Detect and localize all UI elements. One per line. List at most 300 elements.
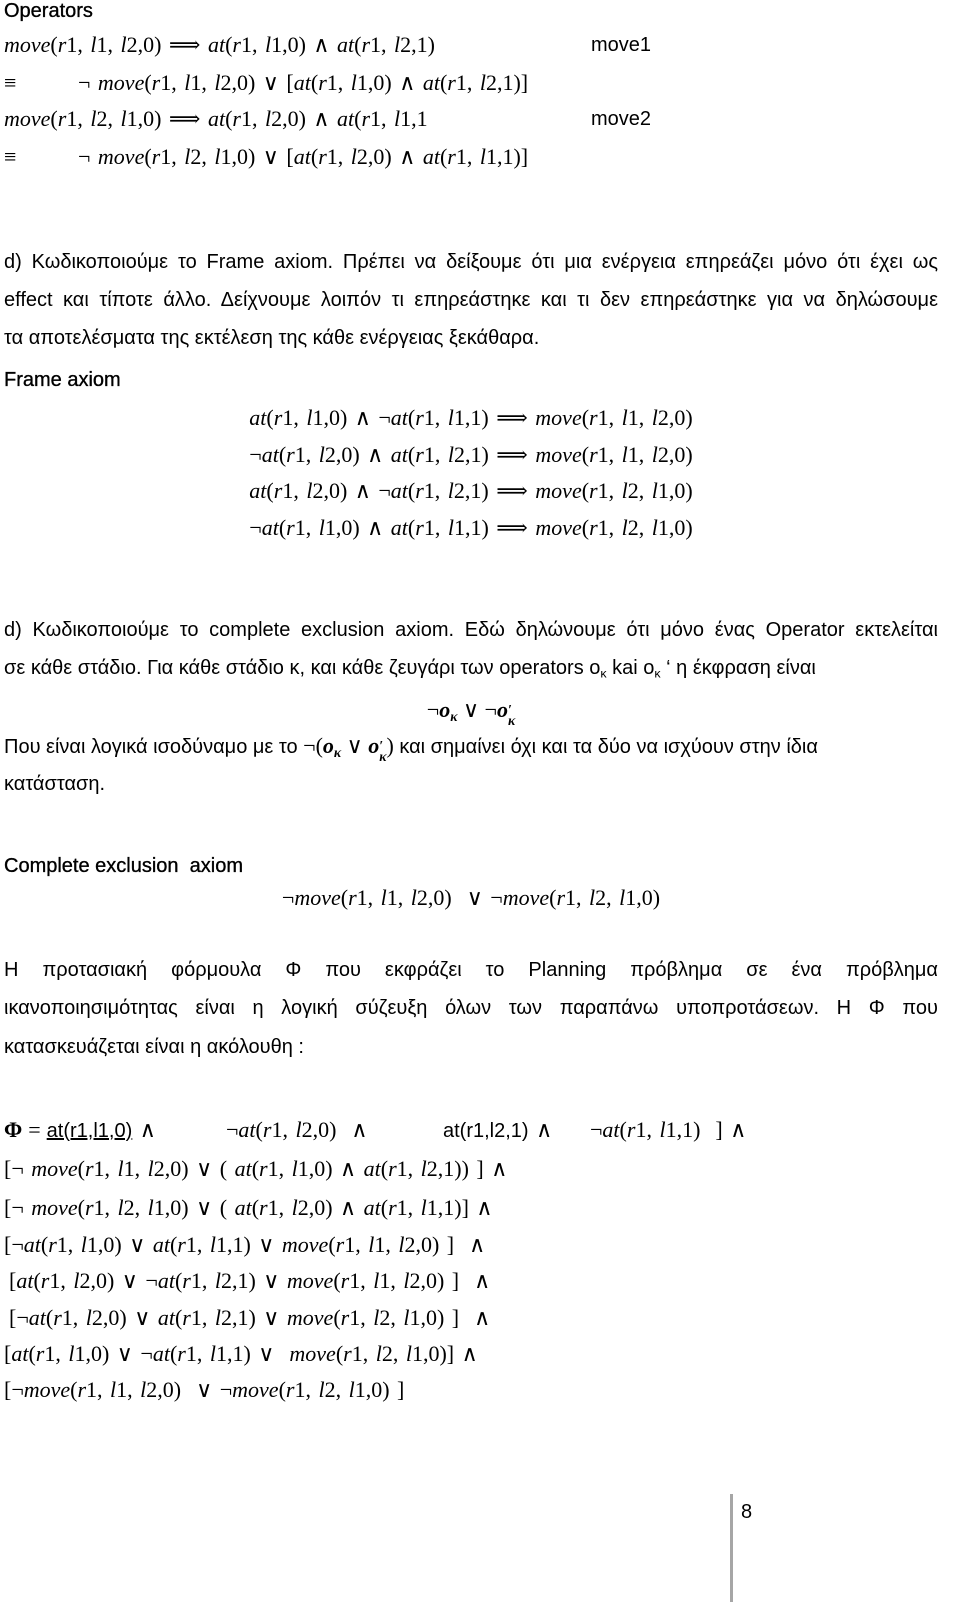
complete-exclusion-formula xyxy=(4,883,938,913)
math-symbols: ( xyxy=(310,70,319,95)
math-symbols: ( xyxy=(333,1268,341,1293)
math-identifier: r xyxy=(57,32,67,57)
prime-mark: ′ xyxy=(507,701,512,717)
math-identifier: at xyxy=(261,515,279,540)
math-identifier: r xyxy=(318,144,327,169)
math-identifier: l xyxy=(214,1305,221,1330)
math-symbols: 2, xyxy=(627,515,652,540)
math-symbols: 1, xyxy=(240,106,265,131)
math-symbols: 2,0) ∨ ( xyxy=(153,1156,235,1181)
math-symbols: 1, xyxy=(455,70,480,95)
math-symbols: 1, xyxy=(455,144,480,169)
math-symbols: 1,0) ∧ xyxy=(324,515,391,540)
math-identifier: r xyxy=(84,1156,94,1181)
or-symbol: ∨ xyxy=(341,733,369,758)
phi-clause-4 xyxy=(9,1266,490,1296)
math-identifier: r xyxy=(589,442,598,467)
math-symbols: ( xyxy=(581,405,590,430)
frame-axiom-formula-2 xyxy=(4,440,938,470)
math-symbols: 1, xyxy=(185,1341,210,1366)
math-identifier: l xyxy=(479,144,486,169)
math-symbols: 1, xyxy=(423,405,448,430)
math-identifier: move xyxy=(31,1156,78,1181)
frame-axiom-formula-1 xyxy=(4,403,938,433)
math-symbols: 1, xyxy=(423,442,448,467)
math-symbols: 2,1) ⟹ xyxy=(453,478,536,503)
math-symbols: 1,0) ∧ ¬ xyxy=(312,405,391,430)
math-symbols: ( xyxy=(50,106,58,131)
math-identifier: at xyxy=(422,70,440,95)
math-symbols: 2,0) ∨ ¬ xyxy=(416,885,503,910)
math-symbols: ( xyxy=(439,144,448,169)
math-identifier: at xyxy=(234,1156,252,1181)
exclusion-intro-text-a: σε κάθε στάδιο. Για κάθε στάδιο κ, και κάθε ζευγάρι των operators o xyxy=(4,657,601,679)
math-identifier: at xyxy=(152,1232,170,1257)
math-symbols: 2, xyxy=(381,1341,406,1366)
math-identifier: l xyxy=(295,1117,302,1142)
math-identifier: at xyxy=(23,1232,41,1257)
math-symbols: 1,0) xyxy=(625,885,661,910)
math-symbols: 1, xyxy=(44,1341,69,1366)
math-symbols: 1, xyxy=(190,1305,215,1330)
math-symbols: [¬ xyxy=(4,1156,32,1181)
math-identifier: move xyxy=(535,515,582,540)
math-identifier: l xyxy=(306,478,313,503)
frame-axiom-formula-4 xyxy=(4,513,938,543)
math-identifier: l xyxy=(621,478,628,503)
math-identifier: l xyxy=(398,1232,405,1257)
math-identifier: l xyxy=(447,478,454,503)
math-identifier: r xyxy=(48,1232,57,1257)
math-symbols: ( xyxy=(174,1305,183,1330)
math-symbols: ( xyxy=(581,515,590,540)
math-identifier: at xyxy=(11,1341,29,1366)
math-identifier: l xyxy=(651,515,658,540)
math-symbols: ¬ xyxy=(78,144,98,169)
math-identifier: l xyxy=(318,1377,325,1402)
math-symbols: [¬ xyxy=(4,1195,32,1220)
math-identifier: l xyxy=(147,1195,154,1220)
math-symbols: 1,1 xyxy=(400,106,428,131)
math-symbols: 1,0) ⟹ xyxy=(126,106,208,131)
math-identifier: l xyxy=(659,1117,666,1142)
math-symbols: 2,0) ∧ xyxy=(356,144,423,169)
move2-equiv-formula xyxy=(78,142,528,172)
math-symbols: 1, xyxy=(93,1195,118,1220)
move1-equiv-symbol xyxy=(4,68,16,98)
equivalence-text-before: Που είναι λογικά ισοδύναμο με το xyxy=(4,736,304,758)
math-identifier: l xyxy=(110,1377,117,1402)
math-identifier: l xyxy=(373,1268,380,1293)
math-symbols: ( xyxy=(169,1232,178,1257)
math-identifier: l xyxy=(209,1232,216,1257)
math-symbols: 2,0) ∧ xyxy=(301,1117,368,1142)
exclusion-intro-line-2 xyxy=(4,653,816,683)
operator-o: o xyxy=(322,733,334,758)
math-identifier: r xyxy=(589,405,598,430)
math-symbols: 2,1)] xyxy=(485,70,529,95)
phi-term-3: at(r1,l2,1) xyxy=(443,1120,529,1142)
math-identifier: at xyxy=(207,106,226,131)
math-identifier: r xyxy=(259,1195,268,1220)
math-symbols: ( xyxy=(278,1377,286,1402)
math-identifier: l xyxy=(621,442,628,467)
math-identifier: r xyxy=(273,478,283,503)
frame-intro-line-2: effect και τίποτε άλλο. Δείχνουμε λοιπόν τι επηρεάστηκε και τι δεν επηρεάστηκε για να δηλώσουμε xyxy=(4,289,938,311)
math-symbols: [ xyxy=(9,1268,17,1293)
math-symbols: ( xyxy=(333,1305,341,1330)
math-identifier: l xyxy=(394,32,401,57)
math-identifier: at xyxy=(337,106,355,131)
equals-symbol: = xyxy=(28,1117,41,1142)
math-identifier: r xyxy=(286,442,295,467)
math-symbols: 1, xyxy=(240,32,265,57)
close-paren: ) xyxy=(386,733,394,758)
math-identifier: at xyxy=(207,32,226,57)
frame-axiom-heading: Frame axiom xyxy=(4,369,121,391)
phi-intro-line-1: Η προτασιακή φόρμουλα Φ που εκφράζει το Planning πρόβλημα σε ένα πρόβλημα xyxy=(4,959,938,981)
math-identifier: move xyxy=(232,1377,279,1402)
math-symbols: 1, xyxy=(294,442,319,467)
operator-subscript: κ xyxy=(333,745,342,761)
math-identifier: l xyxy=(117,1156,124,1181)
math-symbols: ¬ xyxy=(590,1117,603,1142)
math-symbols: 1, xyxy=(597,478,622,503)
math-symbols: ( xyxy=(169,1341,178,1366)
math-identifier: l xyxy=(589,885,596,910)
math-symbols: 2,0) ∧ xyxy=(271,106,338,131)
math-symbols: 1,0) xyxy=(657,478,693,503)
math-identifier: l xyxy=(184,144,191,169)
math-identifier: r xyxy=(335,1232,345,1257)
math-symbols: 1,1) ∨ xyxy=(215,1232,282,1257)
math-symbols: 2, xyxy=(190,144,215,169)
math-symbols: ( xyxy=(340,885,349,910)
math-identifier: r xyxy=(340,1268,350,1293)
move1-formula xyxy=(4,30,435,60)
math-identifier: r xyxy=(589,478,598,503)
math-identifier: l xyxy=(117,1195,124,1220)
math-symbols: 1, xyxy=(326,144,351,169)
math-identifier: r xyxy=(53,1305,62,1330)
math-symbols: 1, xyxy=(116,1377,141,1402)
math-identifier: l xyxy=(447,442,454,467)
math-identifier: l xyxy=(380,885,387,910)
math-symbols: ( xyxy=(354,106,362,131)
math-symbols: 1, xyxy=(282,478,307,503)
math-identifier: l xyxy=(368,1232,375,1257)
math-symbols: 1, xyxy=(294,515,319,540)
math-symbols: ( xyxy=(45,1305,54,1330)
phi-symbol: Φ xyxy=(4,1117,23,1142)
math-identifier: r xyxy=(348,885,357,910)
math-symbols: ( xyxy=(255,1117,263,1142)
move2-equiv-symbol xyxy=(4,142,16,172)
math-identifier: r xyxy=(361,32,371,57)
math-identifier: move xyxy=(535,405,582,430)
math-symbols: 1, xyxy=(356,885,381,910)
math-symbols: ( xyxy=(335,1341,344,1366)
math-identifier: l xyxy=(420,1156,427,1181)
operator-pair-formula xyxy=(4,695,938,728)
math-symbols: 1,1)] xyxy=(485,144,529,169)
math-identifier: at xyxy=(337,32,355,57)
math-symbols: 1, xyxy=(271,1117,296,1142)
math-symbols: 1, xyxy=(396,1195,421,1220)
math-identifier: l xyxy=(350,70,357,95)
math-symbols: ( xyxy=(40,1232,49,1257)
phi-intro-line-2: ικανοποιησιμότητας είναι η λογική σύζευξη όλων των παραπάνω υποπροτάσεων. Η Φ που xyxy=(4,997,938,1019)
math-symbols: 1, xyxy=(370,32,395,57)
math-identifier: l xyxy=(420,1195,427,1220)
math-symbols: ( xyxy=(581,442,590,467)
math-symbols: ( xyxy=(77,1156,85,1181)
math-symbols: 1, xyxy=(190,70,215,95)
math-symbols: 1, xyxy=(349,1305,374,1330)
operator-o-prime: o xyxy=(368,733,380,758)
math-identifier: l xyxy=(120,106,127,131)
math-symbols: ( xyxy=(328,1232,336,1257)
math-symbols: 2, xyxy=(96,106,121,131)
exclusion-intro-text-b: kai o xyxy=(606,657,655,679)
math-symbols: 1,1) ∨ xyxy=(215,1341,290,1366)
operator-o: o xyxy=(439,697,451,722)
exclusion-intro-text-c: ‘ η έκφραση είναι xyxy=(660,657,816,679)
math-identifier: r xyxy=(415,515,424,540)
math-symbols: ( xyxy=(439,70,448,95)
math-identifier: at xyxy=(390,442,408,467)
math-identifier: l xyxy=(619,885,626,910)
math-symbols: 1, xyxy=(635,1117,660,1142)
math-symbols: 1, xyxy=(49,1268,74,1293)
math-identifier: move xyxy=(31,1195,78,1220)
math-symbols: 1,0) ] xyxy=(354,1377,405,1402)
math-symbols: 1, xyxy=(423,515,448,540)
math-symbols: ( xyxy=(266,405,274,430)
math-symbols: 2,0) ∧ xyxy=(324,442,391,467)
and-symbol xyxy=(529,1117,553,1142)
math-identifier: r xyxy=(318,70,327,95)
math-symbols: 1, xyxy=(160,144,185,169)
math-symbols: 1,0) ] ∧ xyxy=(409,1305,491,1330)
math-identifier: move xyxy=(535,478,582,503)
math-symbols: 2,1)) ] ∧ xyxy=(426,1156,508,1181)
math-identifier: l xyxy=(68,1341,75,1366)
math-symbols: ( xyxy=(144,70,152,95)
math-identifier: l xyxy=(184,70,191,95)
math-identifier: l xyxy=(140,1377,147,1402)
frame-intro-line-1: d) Κωδικοποιούμε το Frame axiom. Πρέπει να δείξουμε ότι μια ενέργεια επηρεάζει μόνο ότι έχει ως xyxy=(4,251,938,273)
math-identifier: r xyxy=(388,1195,397,1220)
math-identifier: at xyxy=(293,144,311,169)
math-identifier: l xyxy=(403,1268,410,1293)
equivalence-text-after: και σημαίνει όχι και τα δύο να ισχύουν στην ίδια xyxy=(393,736,818,758)
phi-term-1: at(r1,l1,0) xyxy=(46,1120,133,1142)
operator-subscript: κ xyxy=(600,666,607,681)
math-symbols: ( xyxy=(619,1117,627,1142)
math-symbols: ( xyxy=(77,1195,85,1220)
math-identifier: l xyxy=(375,1341,382,1366)
move1-equiv-formula xyxy=(78,68,528,98)
math-symbols: 1, xyxy=(565,885,590,910)
math-symbols: ( xyxy=(380,1156,389,1181)
math-symbols: 1, xyxy=(282,405,307,430)
math-identifier: r xyxy=(626,1117,636,1142)
math-symbols: 1,1)] ∧ xyxy=(426,1195,493,1220)
math-identifier: move xyxy=(281,1232,329,1257)
math-symbols: 2,0) xyxy=(657,442,693,467)
math-symbols: 1, xyxy=(423,478,448,503)
phi-term-4 xyxy=(590,1115,746,1145)
math-symbols: [ xyxy=(4,1341,12,1366)
math-symbols: 1, xyxy=(627,405,652,430)
math-symbols: 1,0) xyxy=(657,515,693,540)
phi-clause-1 xyxy=(4,1154,507,1184)
phi-clause-2 xyxy=(4,1193,493,1223)
math-identifier: r xyxy=(84,1195,94,1220)
math-symbols: ( xyxy=(144,144,152,169)
math-identifier: at xyxy=(28,1305,46,1330)
math-symbols: 1, xyxy=(597,405,622,430)
math-symbols: 2,0) ⟹ xyxy=(126,32,208,57)
math-symbols: ¬ xyxy=(249,442,262,467)
math-identifier: at xyxy=(157,1268,175,1293)
math-symbols: ( xyxy=(407,478,416,503)
math-symbols: [¬ xyxy=(4,1232,24,1257)
math-symbols: ¬ xyxy=(78,70,98,95)
phi-formula-segment-1 xyxy=(4,1115,156,1145)
math-identifier: r xyxy=(232,106,241,131)
math-symbols: 1,0) ∧ xyxy=(356,70,423,95)
math-symbols: ( xyxy=(50,32,58,57)
math-symbols: 1, xyxy=(396,1156,421,1181)
math-symbols: 1,0) ∨ ¬ xyxy=(74,1341,153,1366)
math-identifier: l xyxy=(291,1156,298,1181)
math-identifier: l xyxy=(85,1305,92,1330)
math-identifier: l xyxy=(621,515,628,540)
math-symbols: ( xyxy=(549,885,557,910)
math-symbols: 1, xyxy=(370,106,395,131)
math-identifier: l xyxy=(348,1377,355,1402)
math-identifier: r xyxy=(361,106,371,131)
math-identifier: r xyxy=(388,1156,397,1181)
math-symbols: ( xyxy=(251,1195,260,1220)
operator-subscript: κ xyxy=(379,748,387,764)
math-identifier: at xyxy=(422,144,440,169)
complete-exclusion-heading: Complete exclusion axiom xyxy=(4,855,243,877)
math-symbols: 2, xyxy=(123,1195,148,1220)
math-symbols: 1,1) ⟹ xyxy=(453,515,536,540)
math-identifier: move xyxy=(4,32,51,57)
math-symbols: 1, xyxy=(160,70,185,95)
math-identifier: move xyxy=(4,106,51,131)
equivalence-line xyxy=(4,731,818,764)
math-symbols: 1,0) ∨ xyxy=(86,1232,153,1257)
math-symbols: 2,1) xyxy=(400,32,435,57)
operator-subscript: κ xyxy=(507,712,516,728)
math-identifier: r xyxy=(285,1377,295,1402)
math-identifier: move xyxy=(286,1268,334,1293)
math-symbols: 1,0)] ∧ xyxy=(411,1341,478,1366)
math-symbols: 1, xyxy=(267,1156,292,1181)
move2-formula xyxy=(4,104,428,134)
math-symbols: 1, xyxy=(96,32,121,57)
math-symbols: 2,1) ∨ xyxy=(220,1268,287,1293)
math-identifier: r xyxy=(151,144,161,169)
math-identifier: at xyxy=(16,1268,34,1293)
math-identifier: at xyxy=(363,1156,381,1181)
math-symbols: ¬ xyxy=(281,885,295,910)
math-identifier: at xyxy=(363,1195,381,1220)
equivalence-continuation: κατάσταση. xyxy=(4,773,106,795)
math-identifier: r xyxy=(35,1341,45,1366)
math-symbols: ( xyxy=(28,1341,36,1366)
math-identifier: at xyxy=(293,70,311,95)
math-symbols: 1,0) ∧ xyxy=(297,1156,364,1181)
math-symbols: 1,0) ∨ ( xyxy=(153,1195,235,1220)
math-identifier: l xyxy=(403,1305,410,1330)
math-symbols: 2, xyxy=(379,1305,404,1330)
math-symbols: 1, xyxy=(56,1232,81,1257)
math-identifier: at xyxy=(390,515,408,540)
move1-label: move1 xyxy=(591,34,652,56)
math-identifier: move xyxy=(535,442,582,467)
math-symbols: ( xyxy=(225,32,233,57)
phi-formula-segment-3 xyxy=(443,1115,552,1145)
frame-axiom-formula-3 xyxy=(4,476,938,506)
math-identifier: r xyxy=(182,1305,191,1330)
phi-clause-7 xyxy=(4,1375,404,1405)
math-symbols: 1, xyxy=(123,1156,148,1181)
math-identifier: l xyxy=(447,405,454,430)
math-symbols: 2,0) ∨ xyxy=(91,1305,158,1330)
math-symbols: ( xyxy=(33,1268,41,1293)
math-identifier: l xyxy=(394,106,401,131)
math-symbols: ≡ xyxy=(4,70,17,95)
math-identifier: at xyxy=(249,405,267,430)
operators-heading: Operators xyxy=(4,0,93,22)
math-identifier: at xyxy=(234,1195,252,1220)
math-symbols: 1, xyxy=(185,1232,210,1257)
math-identifier: r xyxy=(286,515,295,540)
math-identifier: r xyxy=(343,1341,352,1366)
math-identifier: l xyxy=(410,885,417,910)
math-symbols: ≡ xyxy=(4,144,17,169)
math-identifier: move xyxy=(294,885,341,910)
or-symbol: ∨ xyxy=(457,697,485,722)
math-symbols: 2, xyxy=(595,885,620,910)
move2-label: move2 xyxy=(591,108,652,130)
math-symbols: 1, xyxy=(374,1232,399,1257)
math-identifier: r xyxy=(182,1268,191,1293)
math-symbols: 1, xyxy=(386,885,411,910)
math-identifier: l xyxy=(264,32,272,57)
math-identifier: l xyxy=(621,405,628,430)
math-symbols: 2,0) ] ∧ xyxy=(409,1268,491,1293)
operator-subscript: κ xyxy=(450,709,458,725)
math-identifier: l xyxy=(214,144,221,169)
math-identifier: move xyxy=(97,70,145,95)
math-symbols: ( xyxy=(380,1195,389,1220)
math-symbols: 1, xyxy=(294,1377,319,1402)
math-symbols: [¬ xyxy=(4,1377,24,1402)
math-identifier: r xyxy=(151,70,161,95)
math-identifier: move xyxy=(502,885,550,910)
math-identifier: move xyxy=(23,1377,71,1402)
math-symbols: 1,1) ⟹ xyxy=(453,405,536,430)
math-symbols: ( xyxy=(354,32,362,57)
math-identifier: r xyxy=(415,442,424,467)
